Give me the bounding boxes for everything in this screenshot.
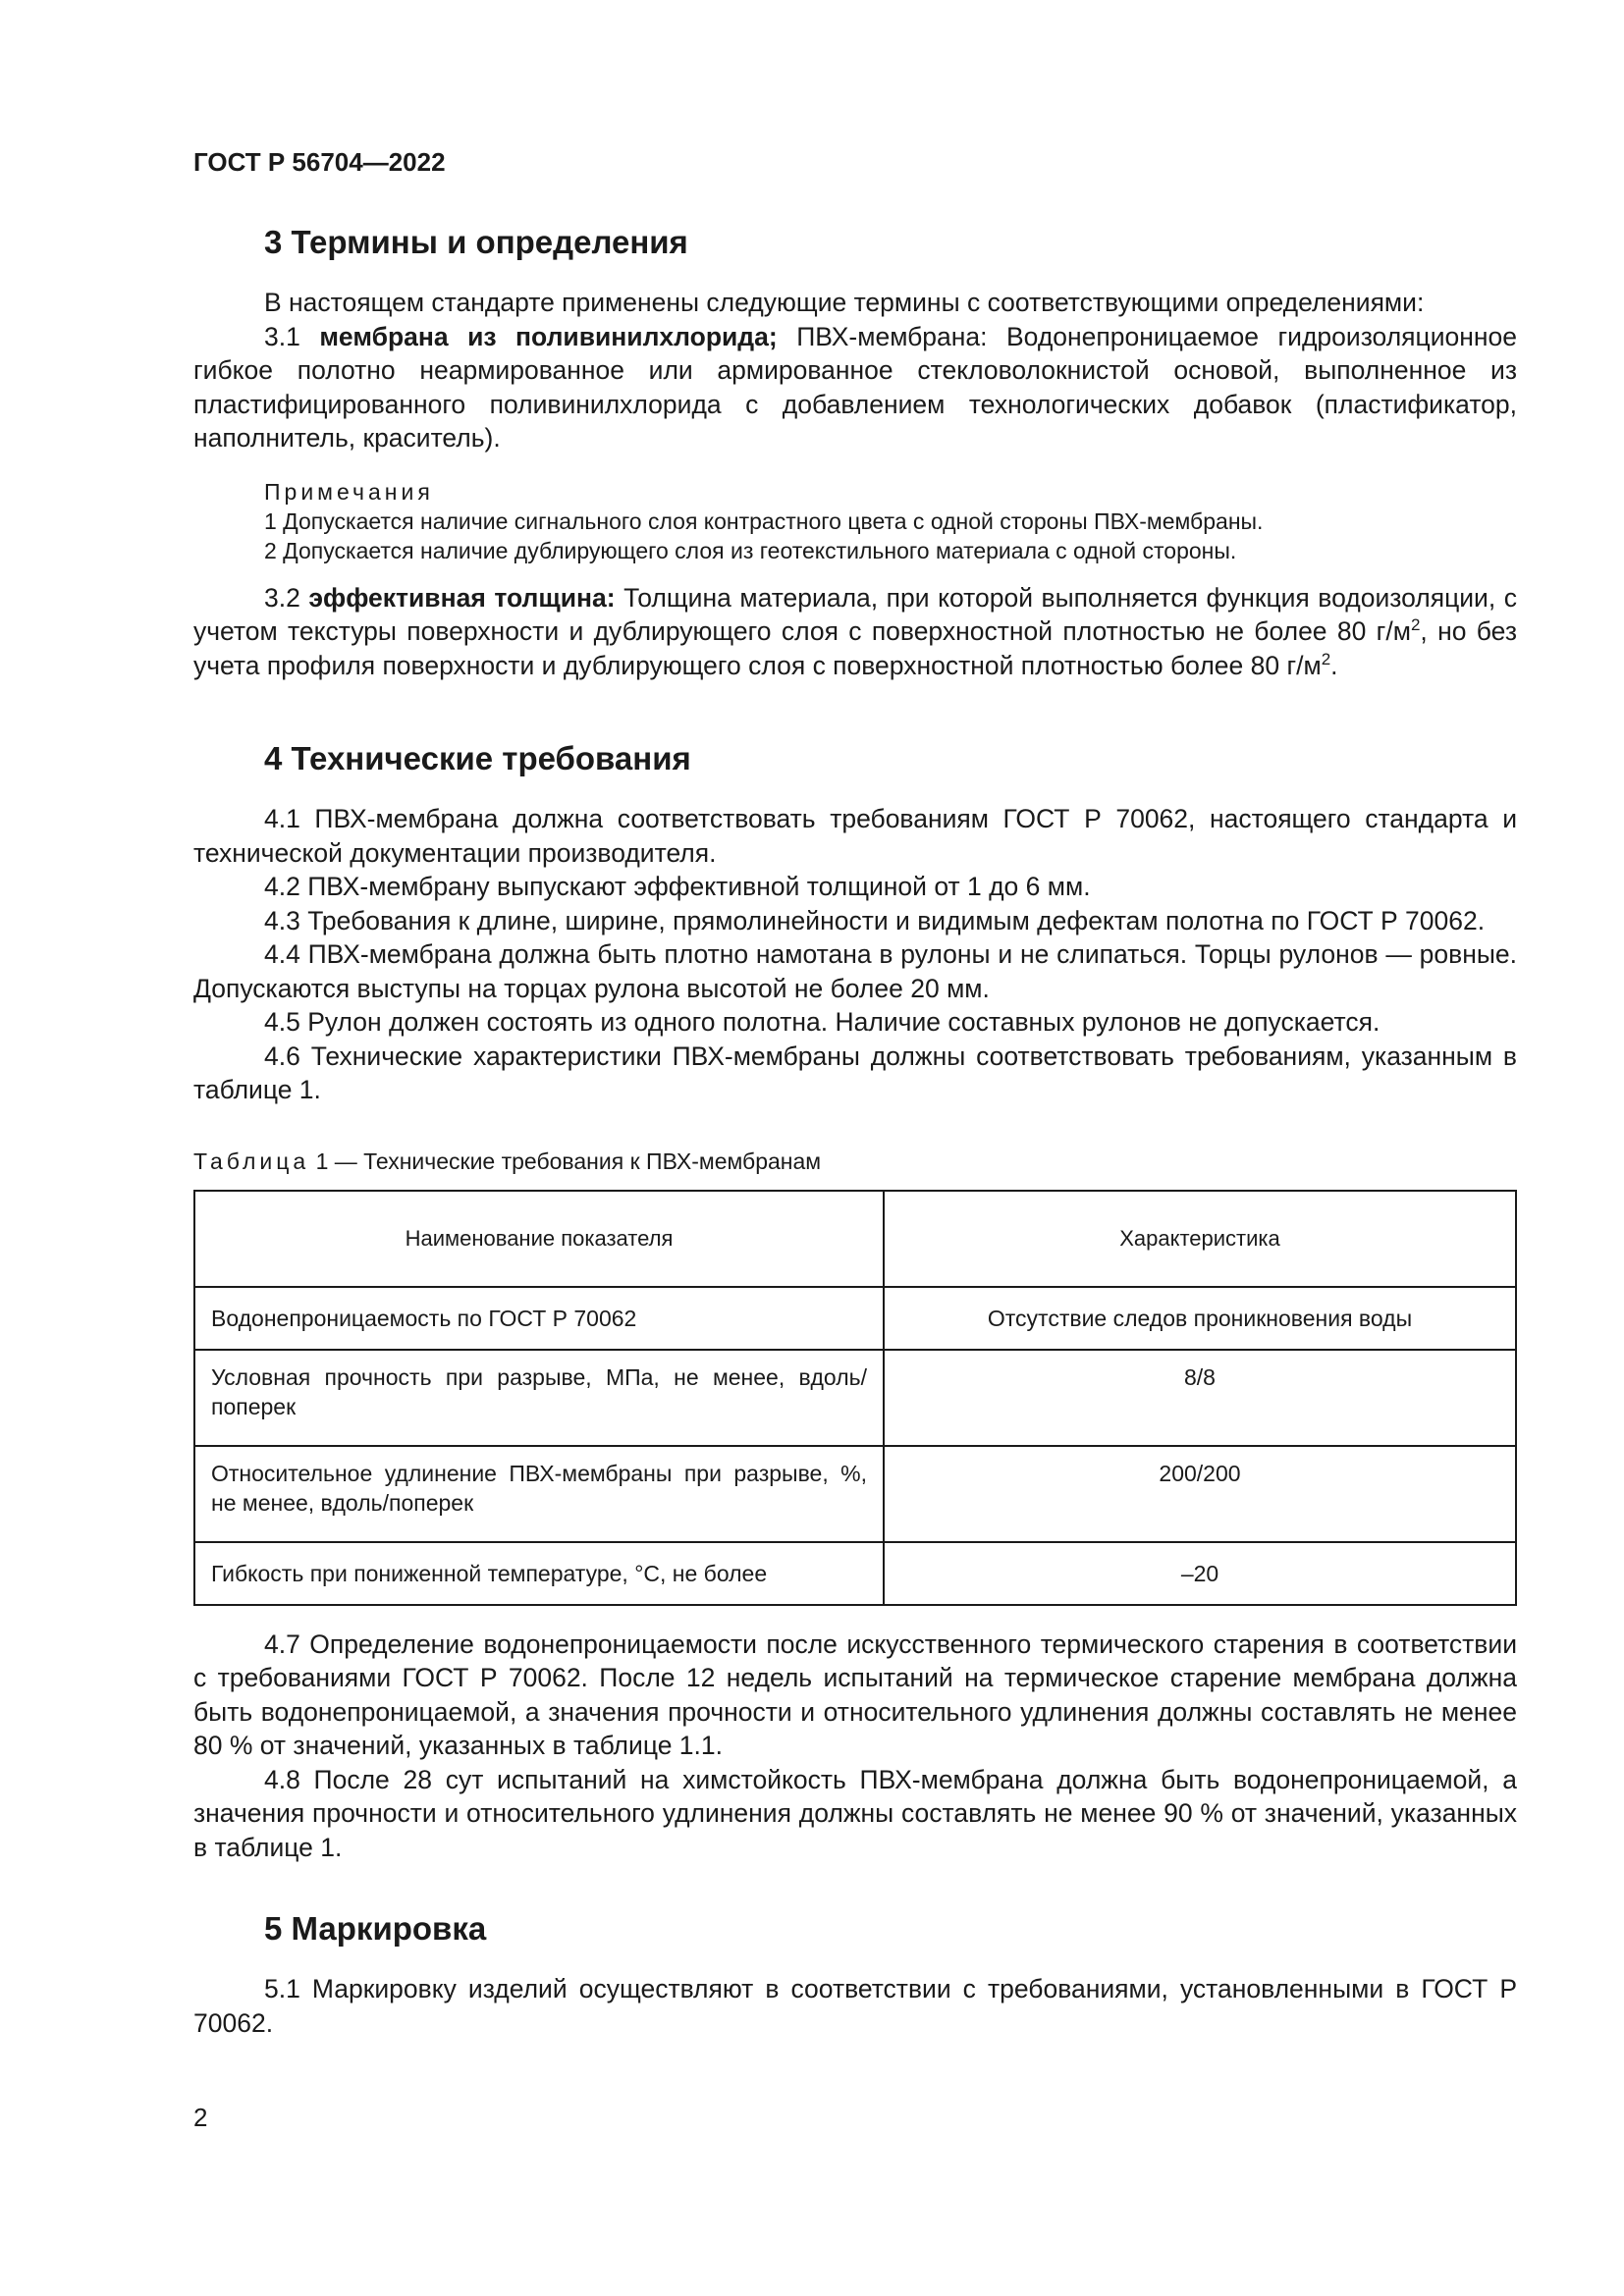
table-cell-value: Отсутствие следов проникновения воды — [884, 1287, 1516, 1350]
definition-3-2-text-a: Толщина материала, при которой выполняется функция водоизоляции, с учетом текстуры поверхности и дублирующего слоя с поверхностной плотностью не более 80 г/м — [193, 582, 1517, 646]
table-header-row — [194, 1191, 1516, 1287]
table-header-indicator: Наименование показателя — [194, 1191, 884, 1287]
definition-3-1 — [193, 320, 1517, 455]
page-number: 2 — [193, 2103, 208, 2132]
table-cell-indicator: Относительное удлинение ПВХ-мембраны при разрыве, %, не менее, вдоль/поперек — [194, 1446, 884, 1542]
requirements-table — [193, 1190, 1517, 1606]
table-header-characteristic: Характеристика — [884, 1191, 1516, 1287]
definition-3-2-term: эффективная толщина: — [308, 582, 616, 613]
table-cell-value: –20 — [884, 1542, 1516, 1605]
table-cell-indicator: Водонепроницаемость по ГОСТ Р 70062 — [194, 1287, 884, 1350]
table-cell-indicator: Условная прочность при разрыве, МПа, не менее, вдоль/поперек — [194, 1350, 884, 1446]
paragraph-4-2: 4.2 ПВХ-мембрану выпускают эффективной толщиной от 1 до 6 мм. — [264, 872, 1091, 901]
definition-3-2 — [193, 581, 1517, 683]
table-caption-label: Таблица — [193, 1148, 310, 1174]
table-caption-text: 1 — Технические требования к ПВХ-мембранам — [309, 1148, 822, 1174]
table-cell-value: 200/200 — [884, 1446, 1516, 1542]
definition-3-1-text: ПВХ-мембрана: Водонепроницаемое гидроизоляционное гибкое полотно неармированное или армированное стекловолокнистой основой, выполненное из пластифицированного поливинилхлорида с добавлением технологических добавок (пластификатор, наполнитель, краситель). — [193, 321, 1517, 453]
definition-3-2-text-b: , но без учета профиля поверхности и дублирующего слоя с поверхностной плотностью более 80 г/м — [193, 616, 1517, 680]
note-1: 1 Допускается наличие сигнального слоя контрастного цвета с одной стороны ПВХ-мембраны. — [264, 507, 1264, 534]
section-3-intro: В настоящем стандарте применены следующие термины с соответствующими определениями: — [264, 288, 1425, 317]
paragraph-4-6: 4.6 Технические характеристики ПВХ-мембраны должны соответствовать требованиям, указанным в таблице 1. — [193, 1041, 1517, 1104]
paragraph-5-1: 5.1 Маркировку изделий осуществляют в соответствии с требованиями, установленными в ГОСТ Р 70062. — [193, 1974, 1517, 2038]
section-4-heading: 4 Технические требования — [264, 740, 691, 776]
paragraph-4-5: 4.5 Рулон должен состоять из одного полотна. Наличие составных рулонов не допускается. — [264, 1007, 1380, 1037]
paragraph-4-8: 4.8 После 28 сут испытаний на химстойкость ПВХ-мембрана должна быть водонепроницаемой, а значения прочности и относительного удлинения должны составлять не менее 90 % от значений, указанных в таблице 1. — [193, 1764, 1517, 1862]
section-3-heading: 3 Термины и определения — [264, 224, 688, 260]
table-row — [194, 1446, 1516, 1542]
document-header: ГОСТ Р 56704—2022 — [193, 147, 446, 177]
table-row — [194, 1350, 1516, 1446]
table-cell-indicator: Гибкость при пониженной температуре, °С, не более — [194, 1542, 884, 1605]
section-5-heading: 5 Маркировка — [264, 1910, 487, 1947]
paragraph-4-1: 4.1 ПВХ-мембрана должна соответствовать требованиям ГОСТ Р 70062, настоящего стандарта и технической документации производителя. — [193, 804, 1517, 868]
table-cell-value: 8/8 — [884, 1350, 1516, 1446]
definition-3-1-term: мембрана из поливинилхлорида; — [319, 321, 778, 351]
table-row — [194, 1542, 1516, 1605]
superscript: 2 — [1321, 649, 1331, 668]
definition-3-1-number: 3.1 — [264, 321, 320, 351]
paragraph-4-4: 4.4 ПВХ-мембрана должна быть плотно намотана в рулоны и не слипаться. Торцы рулонов — ровные. Допускаются выступы на торцах рулона высотой не более 20 мм. — [193, 939, 1517, 1003]
table-caption — [193, 1147, 1517, 1176]
note-2: 2 Допускается наличие дублирующего слоя из геотекстильного материала с одной стороны. — [264, 537, 1237, 563]
paragraph-4-7: 4.7 Определение водонепроницаемости после искусственного термического старения в соответствии с требованиями ГОСТ Р 70062. После 12 недель испытаний на термическое старение мембрана должна быть водонепроницаемой, а значения прочности и относительного удлинения должны составлять не менее 80 % от значений, указанных в таблице 1.1. — [193, 1629, 1517, 1760]
table-row — [194, 1287, 1516, 1350]
superscript: 2 — [1410, 615, 1421, 634]
document-body — [193, 221, 1517, 2040]
notes-title: Примечания — [264, 478, 434, 505]
definition-3-2-text-c: . — [1330, 650, 1338, 680]
definition-3-2-number: 3.2 — [264, 582, 309, 613]
paragraph-4-3: 4.3 Требования к длине, ширине, прямолинейности и видимым дефектам полотна по ГОСТ Р 70062. — [264, 905, 1486, 935]
